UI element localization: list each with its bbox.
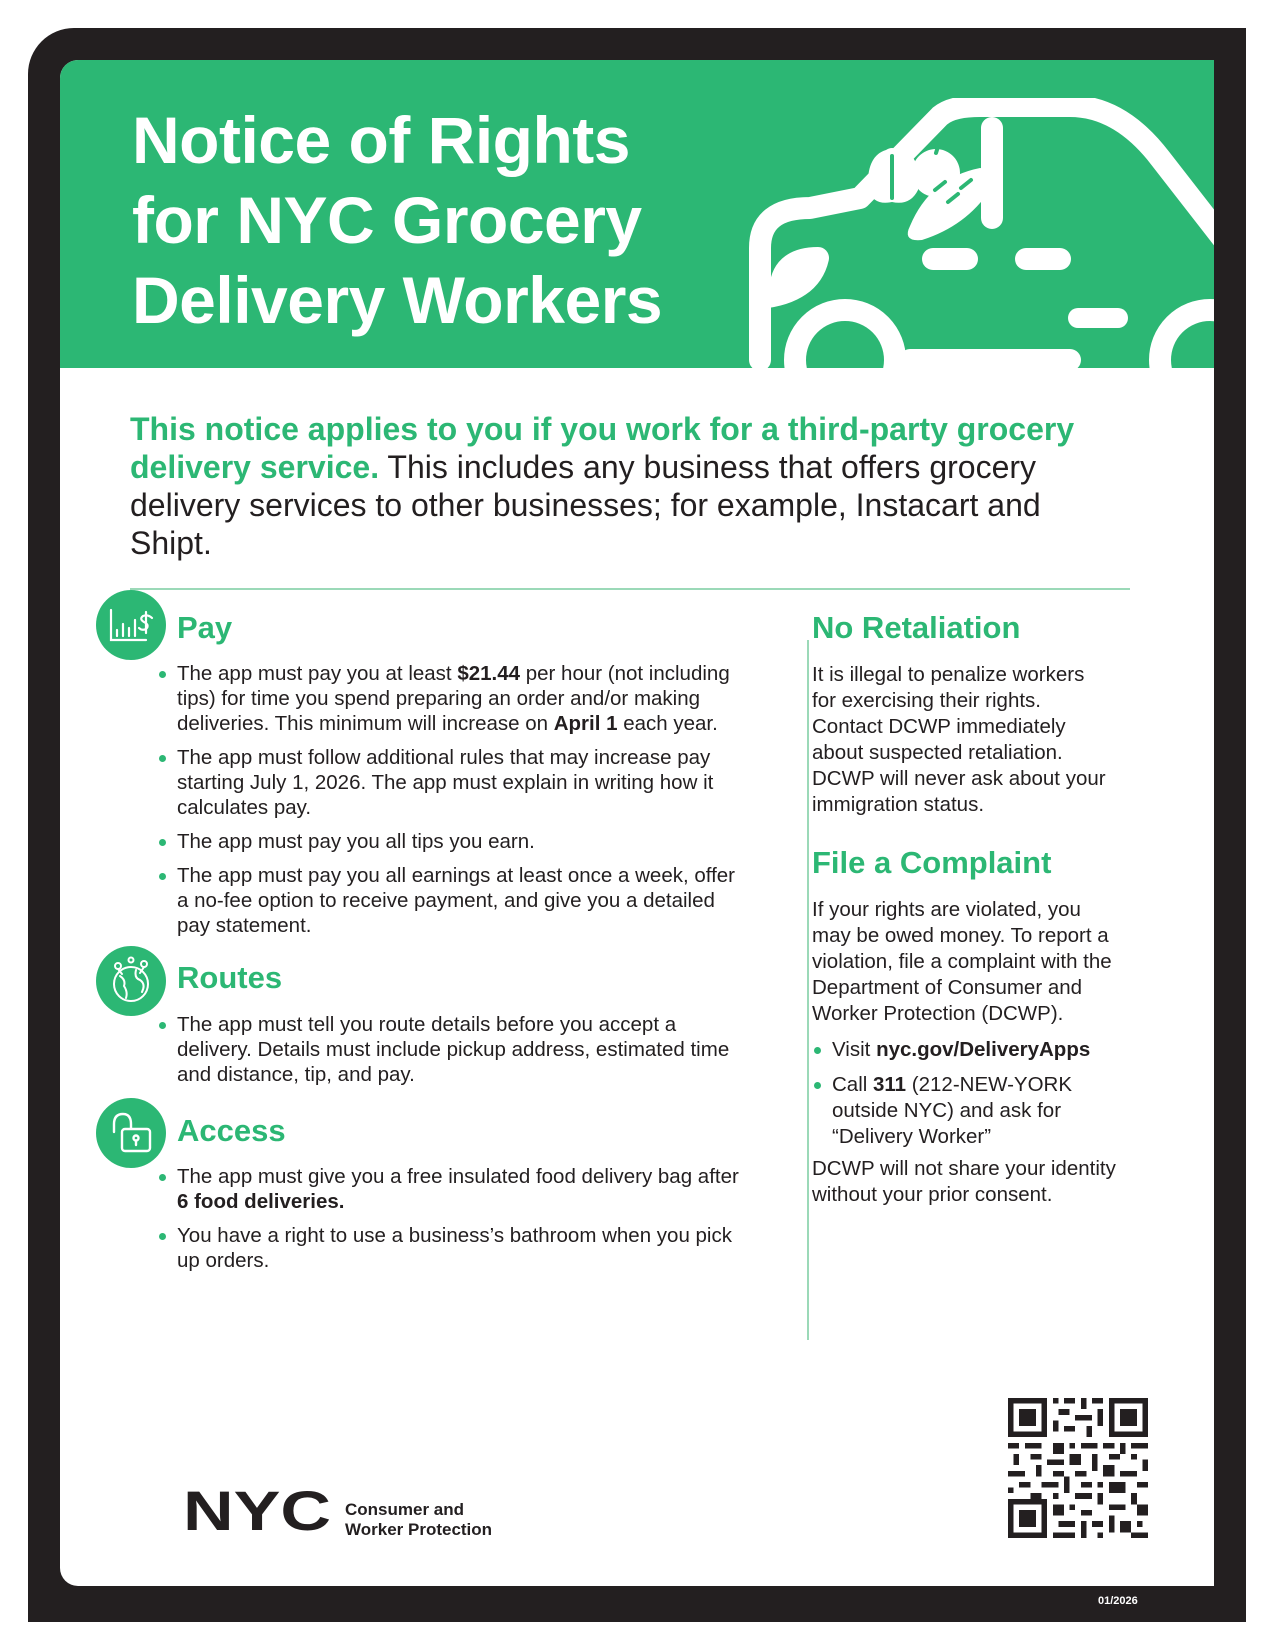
pay-list — [157, 661, 747, 947]
phone-311[interactable]: 311 — [873, 1073, 907, 1096]
intro-lead: This notice applies to you if you work for a third-party grocery delivery service. — [130, 411, 1075, 485]
title-line: Delivery Workers — [132, 263, 663, 337]
list-item: Call 311 (212-NEW-YORK outside NYC) and ask for “Delivery Worker” — [812, 1072, 1102, 1150]
list-item: The app must give you a free insulated food delivery bag after 6 food deliveries. — [157, 1164, 747, 1214]
horizontal-divider — [130, 588, 1130, 590]
routes-list — [157, 1012, 747, 1096]
globe-route-icon — [96, 946, 166, 1016]
intro-text: This includes any business that offers grocery delivery services to other businesses; for example, Instacart and Shipt. — [130, 449, 1041, 561]
list-item: Visit nyc.gov/DeliveryApps — [812, 1037, 1102, 1063]
unlocked-padlock-icon — [96, 1098, 166, 1168]
routes-heading: Routes — [177, 960, 283, 995]
delivery-apps-link[interactable]: nyc.gov/DeliveryApps — [876, 1038, 1091, 1061]
intro-paragraph — [130, 410, 1130, 562]
nyc-logo — [183, 1484, 333, 1536]
header-banner — [60, 60, 1214, 368]
agency-name: Consumer and Worker Protection — [345, 1500, 493, 1539]
list-item: The app must pay you at least $21.44 per hour (not including tips) for time you spend preparing an order and/or making deliveries. This minimum will increase on April 1 each year. — [157, 661, 747, 736]
no-retaliation-heading: No Retaliation — [812, 610, 1021, 645]
access-heading: Access — [177, 1113, 286, 1148]
pay-heading: Pay — [177, 610, 233, 645]
minimum-wage: $21.44 — [457, 662, 521, 685]
list-item: The app must tell you route details before you accept a delivery. Details must include pickup address, estimated time and distance, tip, and pay. — [157, 1012, 747, 1087]
svg-text:NYC: NYC — [183, 1484, 331, 1536]
qr-code-icon[interactable] — [1008, 1398, 1148, 1538]
pay-chart-dollar-icon — [96, 590, 166, 660]
no-retaliation-text: It is illegal to penalize workers for exercising their rights. Contact DCWP immediately about suspected retaliation. DCWP will never ask about your immigration status. — [812, 663, 1106, 816]
file-complaint-heading: File a Complaint — [812, 845, 1052, 880]
list-item: The app must pay you all earnings at least once a week, offer a no-fee option to receive payment, and give you a detailed pay statement. — [157, 863, 747, 938]
complaint-text: If your rights are violated, you may be owed money. To report a violation, file a complaint with the Department of Consumer and Worker Protection (DCWP). — [812, 898, 1112, 1025]
notice-page — [60, 60, 1214, 1586]
list-item: The app must follow additional rules that may increase pay starting July 1, 2026. The app must explain in writing how it calculates pay. — [157, 745, 747, 820]
list-item: The app must pay you all tips you earn. — [157, 829, 747, 854]
title-line: Notice of Rights — [132, 103, 630, 177]
revision-date: 01/2026 — [1098, 1595, 1138, 1607]
title-line: for NYC Grocery — [132, 183, 642, 257]
delivery-car-with-groceries-icon — [740, 98, 1214, 368]
list-item: You have a right to use a business’s bathroom when you pick up orders. — [157, 1223, 747, 1273]
column-divider — [807, 640, 809, 1340]
page-title — [132, 100, 662, 340]
privacy-text: DCWP will not share your identity without your prior consent. — [812, 1157, 1116, 1206]
increase-date: April 1 — [553, 712, 618, 735]
access-list — [157, 1164, 747, 1282]
complaint-list — [812, 1037, 1102, 1159]
